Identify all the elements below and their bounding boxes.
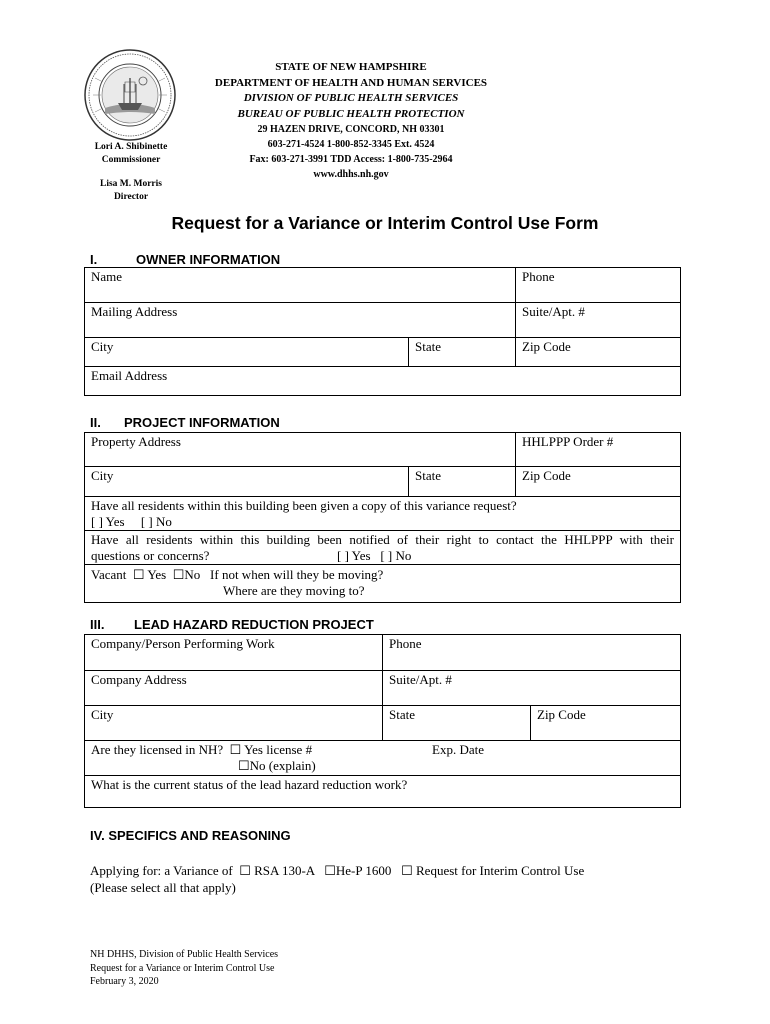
license-no-line (238, 758, 316, 774)
state-seal-logo (83, 48, 177, 142)
owner-mailing-address-label: Mailing Address (91, 304, 178, 319)
owner-mailing-address-field[interactable] (85, 303, 515, 337)
work-status-field[interactable] (85, 776, 680, 807)
license-line (91, 742, 312, 758)
property-address-field[interactable] (85, 433, 515, 466)
section-1-number: I. (90, 252, 98, 267)
owner-state-label: State (415, 339, 441, 354)
vacant-no-checkbox[interactable]: ☐ (172, 567, 185, 582)
company-phone-label: Phone (389, 636, 422, 651)
project-state-field[interactable] (408, 467, 515, 496)
project-city-field[interactable] (85, 467, 408, 496)
property-address-label: Property Address (91, 434, 181, 449)
company-state-label: State (389, 707, 415, 722)
hhlppp-order-field[interactable] (515, 433, 680, 466)
owner-city-label: City (91, 339, 114, 354)
department-name: DEPARTMENT OF HEALTH AND HUMAN SERVICES (214, 76, 488, 89)
agency-fax: Fax: 603-271-3991 TDD Access: 1-800-735-2964 (249, 154, 453, 165)
interim-control-label: Request for Interim Control Use (416, 863, 585, 878)
license-no-checkbox[interactable]: ☐ (238, 758, 250, 773)
section-3-number: III. (90, 617, 105, 632)
licensed-question: Are they licensed in NH? (91, 742, 224, 757)
lead-row-address (85, 671, 680, 706)
project-info-table (84, 432, 681, 603)
company-name-label: Company/Person Performing Work (91, 636, 275, 651)
company-suite-label: Suite/Apt. # (389, 672, 452, 687)
where-moving-question: Where are they moving to? (223, 583, 365, 598)
owner-row-address (85, 303, 680, 338)
company-address-field[interactable] (85, 671, 382, 705)
footer-line-1: NH DHHS, Division of Public Health Services (90, 949, 279, 960)
section-2-heading: PROJECT INFORMATION (124, 415, 280, 430)
company-zip-field[interactable] (530, 706, 680, 740)
bureau-name: BUREAU OF PUBLIC HEALTH PROTECTION (237, 107, 465, 120)
project-row-copy-question (85, 497, 680, 531)
project-row-vacant (85, 565, 680, 602)
owner-row-email (85, 367, 680, 395)
rsa-label: RSA 130-A (254, 863, 315, 878)
project-zip-label: Zip Code (522, 468, 571, 483)
interim-control-checkbox[interactable]: ☐ (401, 863, 413, 878)
owner-name-label: Name (91, 269, 123, 284)
state-name: STATE OF NEW HAMPSHIRE (275, 61, 427, 73)
company-city-field[interactable] (85, 706, 382, 740)
lead-hazard-table (84, 634, 681, 808)
project-zip-field[interactable] (515, 467, 680, 496)
hep-checkbox[interactable]: ☐ (324, 863, 336, 878)
commissioner-block (78, 141, 184, 167)
form-title: Request for a Variance or Interim Control Use Form (171, 213, 599, 233)
vacant-yes-checkbox[interactable]: ☐ (132, 567, 145, 582)
select-all-note: (Please select all that apply) (90, 880, 236, 895)
agency-address: 29 HAZEN DRIVE, CONCORD, NH 03301 (257, 124, 445, 135)
owner-suite-label: Suite/Apt. # (522, 304, 585, 319)
company-phone-field[interactable] (382, 635, 680, 670)
work-status-label: What is the current status of the lead hazard reduction work? (91, 777, 408, 792)
copy-question: Have all residents within this building been given a copy of this variance request? (91, 498, 517, 513)
lead-row-status (85, 776, 680, 807)
hep-label: He-P 1600 (335, 863, 392, 878)
owner-suite-field[interactable] (515, 303, 680, 337)
owner-zip-label: Zip Code (522, 339, 571, 354)
lead-row-company (85, 635, 680, 671)
lead-row-license (85, 741, 680, 776)
owner-phone-field[interactable] (515, 268, 680, 302)
notified-question-line2: questions or concerns? (91, 548, 210, 563)
owner-phone-label: Phone (522, 269, 555, 284)
project-row-city (85, 467, 680, 497)
section-1-heading: OWNER INFORMATION (136, 252, 281, 267)
project-row-notified-question (85, 531, 680, 565)
commissioner-name: Lori A. Shibinette (94, 142, 168, 152)
rsa-checkbox[interactable]: ☐ (239, 863, 251, 878)
vacant-line (91, 567, 383, 583)
owner-row-name (85, 268, 680, 303)
project-row-address (85, 433, 680, 467)
company-zip-label: Zip Code (537, 707, 586, 722)
director-name: Lisa M. Morris (99, 179, 162, 189)
section-3-heading: LEAD HAZARD REDUCTION PROJECT (134, 617, 374, 632)
footer-line-2: Request for a Variance or Interim Control Use (90, 962, 275, 974)
owner-state-field[interactable] (408, 338, 515, 366)
owner-row-city (85, 338, 680, 367)
page-footer (90, 948, 278, 989)
vacant-label: Vacant (91, 567, 127, 582)
license-yes-checkbox[interactable]: ☐ (229, 742, 242, 757)
vacant-no-label: No (184, 567, 201, 582)
license-yes-label: Yes license # (244, 742, 313, 757)
applying-for-label: Applying for: a Variance of (90, 863, 233, 878)
agency-website: www.dhhs.nh.gov (313, 169, 389, 180)
company-city-label: City (91, 707, 114, 722)
copy-question-options[interactable]: [ ] Yes [ ] No (91, 514, 172, 529)
applying-for-line (90, 863, 584, 879)
hhlppp-order-label: HHLPPP Order # (522, 434, 614, 449)
director-block (78, 178, 184, 204)
project-city-label: City (91, 468, 114, 483)
moving-question: If not when will they be moving? (210, 567, 384, 582)
company-name-field[interactable] (85, 635, 382, 670)
division-name: DIVISION OF PUBLIC HEALTH SERVICES (243, 92, 459, 104)
director-title: Director (113, 192, 149, 202)
owner-name-field[interactable] (85, 268, 515, 302)
agency-header (190, 60, 512, 182)
owner-info-table (84, 267, 681, 396)
company-suite-field[interactable] (382, 671, 680, 705)
exp-date-label: Exp. Date (432, 742, 484, 757)
owner-email-field[interactable] (85, 367, 680, 395)
owner-city-field[interactable] (85, 338, 408, 366)
commissioner-title: Commissioner (101, 155, 161, 165)
project-state-label: State (415, 468, 441, 483)
owner-email-label: Email Address (91, 368, 168, 383)
notified-question-line1: Have all residents within this building been notified of their right to contact the HHLPPP with their (91, 532, 674, 547)
notified-question-options[interactable]: [ ] Yes [ ] No (337, 548, 412, 563)
vacant-yes-label: Yes (147, 567, 167, 582)
company-address-label: Company Address (91, 672, 187, 687)
license-no-label: No (explain) (249, 758, 316, 773)
footer-date: February 3, 2020 (90, 976, 159, 987)
owner-zip-field[interactable] (515, 338, 680, 366)
lead-row-city (85, 706, 680, 741)
agency-phone: 603-271-4524 1-800-852-3345 Ext. 4524 (267, 139, 435, 150)
section-4-heading: IV. SPECIFICS AND REASONING (90, 828, 291, 843)
section-2-number: II. (90, 415, 101, 430)
company-state-field[interactable] (382, 706, 530, 740)
